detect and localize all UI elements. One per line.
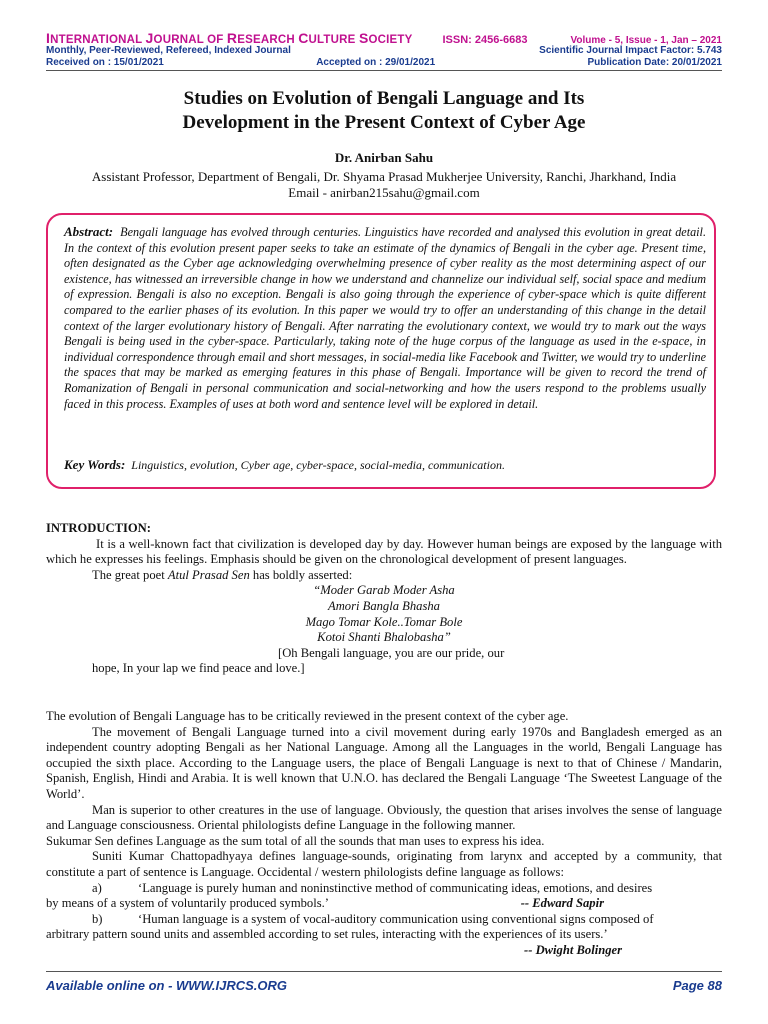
poem-line: Mago Tomar Kole..Tomar Bole [305,614,463,629]
author-email: Email - anirban215sahu@gmail.com [288,185,480,200]
impact-factor: Scientific Journal Impact Factor: 5.743 [539,45,722,56]
paragraph: It is a well-known fact that civilization is developed day by day. However human beings are exposed by the language with which he expresses his feelings. Emphasis should be given on the chronological development of present languages. [46,536,722,567]
keywords [64,457,505,473]
page-number: Page 88 [672,978,722,993]
author-name: Dr. Anirban Sahu [334,150,434,165]
paragraph: Man is superior to other creatures in the use of language. Obviously, the question that arises involves the sense of language and Language consciousness. Oriental philologists define Language in the following manner. [46,802,722,833]
keywords-text: Linguistics, evolution, Cyber age, cyber-space, social-media, communication. [131,458,505,472]
poet-line: The great poet Atul Prasad Sen has boldly asserted: [92,567,353,582]
paragraph: Suniti Kumar Chattopadhyaya defines language-sounds, originating from larynx and accepted by a community, that constitute a part of sentence is Language. Occidental / western philologists define language as follows: [46,849,722,879]
paragraph: Sukumar Sen defines Language as the sum total of all the sounds that man uses to express his idea. [46,833,545,848]
abstract-label: Abstract: [64,224,114,239]
body-section: The evolution of Bengali Language has to be critically reviewed in the present context of the cyber age. The movement of Bengali Language turned into a civil movement during early 1970s and Bangladesh emerged as an independent country adopting Bengali as her National Language. Among all the Languages in the world, Bengali Language has occupied the sixth place. According to the Language users, the place of Bengali Language is next to that of Chinese / Mandarin, Spanish, English, Hindi and Arabia. It is well known that U.N.O. has declared the Bengali Language ‘The Sweetest Language of the World’. Man is superior to other creatures in the use of language. Obviously, the question that arises involves the sense of language and Language consciousness. Oriental philologists define Language in the following manner. Sukumar Sen defines Language as the sum total of all the sounds that man uses to express his idea. Suniti Kumar Chattopadhyaya defines language-sounds, originating from larynx and accepted by a community, that constitute a part of sentence is Language. Occidental / western philologists define language as follows: a) ‘Language is purely human and noninstinctive method of communicating ideas, emotions, and desires by means of a system of voluntarily produced symbols.’ -- Edward Sapir b) ‘Human language is a system of vocal-auditory communication using conventional signs composed of arbitrary pattern sound units and assembled according to set rules, interacting with the experiences of its users.’ -- Dwight Bolinger [46,709,722,957]
review-type: Monthly, Peer-Reviewed, Refereed, Indexed Journal [46,45,291,56]
footer-divider [46,971,722,972]
header-divider [46,70,722,71]
footer-website[interactable]: Available online on - WWW.IJRCS.ORG [46,978,287,993]
translation-line: hope, In your lap we find peace and love.] [92,661,305,676]
dates-row [46,57,722,68]
quote-attribution: -- Edward Sapir [520,896,604,911]
quote-a: a) ‘Language is purely human and noninstinctive method of communicating ideas, emotions, and desires [46,881,722,897]
journal-header-row [46,30,722,46]
paper-title: Studies on Evolution of Bengali Language and Its Development in the Present Context of Cyber Age [182,88,586,133]
abstract-text: Bengali language has evolved through centuries. Linguistics have recorded and analysed this evolution in great detail. In the context of this evolution present paper seeks to take an estimate of the dynamics of Bengali in the cyber age. Present time, often designated as the Cyber age acknowledging overwhelming presence of cyber reality as the most determining aspect of our existence, has witnessed an irreversible change in how we understand and channelize our individual self, social space and medium of expression. Bengali is also no exception. Bengali is also going through the experience of cyber-space which is quite different compared to the earlier phases of its evolution. In this paper we would try to offer an understanding of this change in the detail context of the larger evolutionary history of Bengali. After narrating the evolutionary context, we would try to mark out the ways Bengali is being used in the cyber-space. Particularly, taking note of the huge corpus of the language as used in the e-space, in individual correspondence through email and short messages, in social-media like Facebook and Twitter, we would try to underline the spaces that may be marked as emerging features in this phase of Bengali. Importance will be given to record the trend of Romanization of Bengali in personal communication and social-networking and how the users respond to the problems usually faced in this process. Examples of uses at both word and sentence level will be explored in detail. [64,225,706,411]
quote-marker: a) [92,880,102,895]
paragraph: The movement of Bengali Language turned into a civil movement during early 1970s and Bangladesh emerged as an independent country adopting Bengali as her National Language. Among all the Languages in the world, Bengali Language has occupied the sixth place. According to the Language users, the place of Bengali Language is next to that of Chinese / Mandarin, Spanish, English, Hindi and Arabia. It is well known that U.N.O. has declared the Bengali Language ‘The Sweetest Language of the World’. [46,724,722,801]
abstract [64,224,706,412]
page-footer [46,978,722,993]
poem-line: “Moder Garab Moder Asha [313,583,455,598]
volume-info: Volume - 5, Issue - 1, Jan – 2021 [570,35,722,46]
quote-attribution: -- Dwight Bolinger [524,942,622,957]
accepted-date: Accepted on : 29/01/2021 [316,57,436,68]
quote-marker: b) [92,911,103,926]
introduction-section [46,521,722,677]
quote-b: b) ‘Human language is a system of vocal-auditory communication using conventional signs composed of [46,912,722,928]
poem-line: Amori Bangla Bhasha [328,598,440,613]
journal-subheader-row [46,45,722,56]
publication-date: Publication Date: 20/01/2021 [587,57,722,68]
translation-line: [Oh Bengali language, you are our pride, our [278,645,505,660]
poem-line: Kotoi Shanti Bhalobasha” [317,630,451,645]
received-date: Received on : 15/01/2021 [46,57,164,68]
paragraph: The evolution of Bengali Language has to be critically reviewed in the present context of the cyber age. [46,709,569,723]
issn: ISSN: 2456-6683 [442,34,528,46]
author-affiliation: Assistant Professor, Department of Bengali, Dr. Shyama Prasad Mukherjee University, Ranchi, Jharkhand, India Email - anirban215sahu@gmail.com [46,169,722,201]
intro-heading: INTRODUCTION: [46,521,151,535]
journal-name: INTERNATIONAL JOURNAL OF RESEARCH CULTURE SOCIETY [46,30,413,46]
keywords-label: Key Words: [64,457,126,472]
